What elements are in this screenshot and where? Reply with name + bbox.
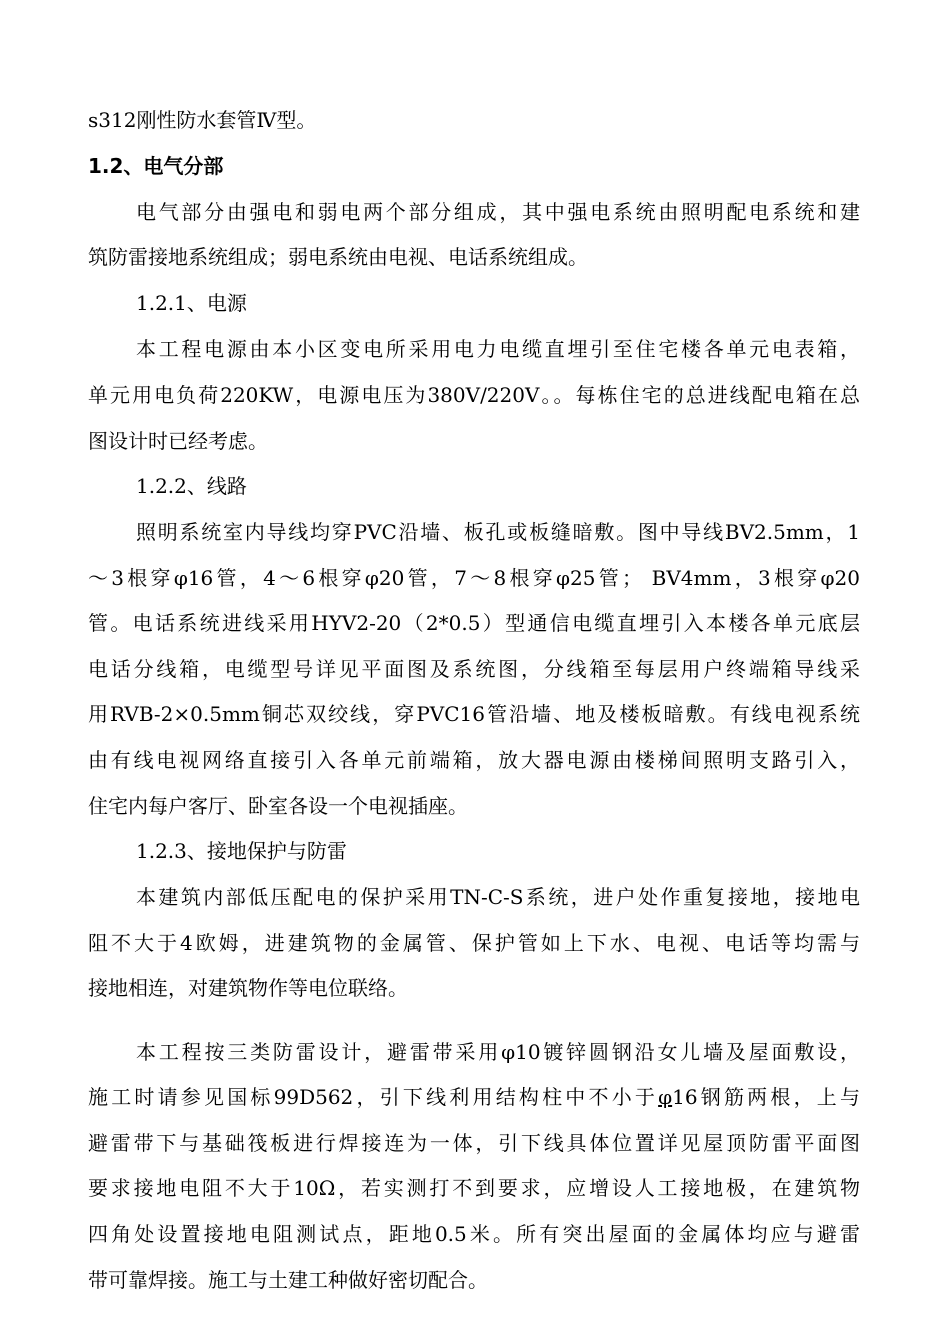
subsection-heading: 1.2.3、接地保护与防雷: [136, 839, 347, 863]
paragraph-line: 电气部分由强电和弱电两个部分组成，其中强电系统由照明配电系统和建: [136, 200, 860, 224]
paragraph-line: 由有线电视网络直接引入各单元前端箱，放大器电源由楼梯间照明支路引入，: [88, 748, 860, 772]
paragraph-line: 阻不大于4欧姆，进建筑物的金属管、保护管如上下水、电视、电话等均需与: [88, 931, 860, 955]
paragraph-line: 避雷带下与基础筏板进行焊接连为一体，引下线具体位置详见屋顶防雷平面图: [88, 1131, 860, 1155]
paragraph-line: 图设计时已经考虑。: [88, 429, 268, 453]
paragraph-line: ～3根穿φ16管，4～6根穿φ20管，7～8根穿φ25管； BV4mm，3根穿φ20: [88, 566, 860, 590]
paragraph-line: 筑防雷接地系统组成；弱电系统由电视、电话系统组成。: [88, 245, 588, 269]
paragraph-line: 本建筑内部低压配电的保护采用TN-C-S系统，进户处作重复接地，接地电: [136, 885, 860, 909]
paragraph-line: 管。电话系统进线采用HYV2-20（2*0.5）型通信电缆直埋引入本楼各单元底层: [88, 611, 860, 635]
paragraph-line: 四角处设置接地电阻测试点，距地0.5米。所有突出屋面的金属体均应与避雷: [88, 1222, 860, 1246]
underlined-symbol: φ: [658, 1085, 673, 1109]
paragraph-line: 住宅内每户客厅、卧室各设一个电视插座。: [88, 794, 468, 818]
paragraph-line: 本工程按三类防雷设计，避雷带采用φ10镀锌圆钢沿女儿墙及屋面敷设，: [136, 1040, 860, 1064]
text-segment: 16钢筋两根，上与: [672, 1085, 860, 1109]
subsection-heading: 1.2.2、线路: [136, 474, 247, 498]
section-heading: 1.2、电气分部: [88, 154, 224, 178]
paragraph-line: 带可靠焊接。施工与土建工种做好密切配合。: [88, 1268, 488, 1292]
paragraph-line: 电话分线箱，电缆型号详见平面图及系统图，分线箱至每层用户终端箱导线采: [88, 657, 860, 681]
paragraph-line: 照明系统室内导线均穿PVC沿墙、板孔或板缝暗敷。图中导线BV2.5mm，1: [136, 520, 860, 544]
paragraph-line: 用RVB-2×0.5mm铜芯双绞线，穿PVC16管沿墙、地及楼板暗敷。有线电视系统: [88, 702, 860, 726]
paragraph-line: 单元用电负荷220KW，电源电压为380V/220V。。每栋住宅的总进线配电箱在总: [88, 383, 860, 407]
subsection-heading: 1.2.1、电源: [136, 291, 247, 315]
paragraph-line: 接地相连，对建筑物作等电位联络。: [88, 976, 408, 1000]
text-segment: 施工时请参见国标99D562，引下线利用结构柱中不小于: [88, 1085, 659, 1109]
paragraph-line: 本工程电源由本小区变电所采用电力电缆直埋引至住宅楼各单元电表箱，: [136, 337, 860, 361]
text-line: s312刚性防水套管Ⅳ型。: [88, 108, 317, 132]
paragraph-line: [88, 1083, 860, 1111]
paragraph-line: 要求接地电阻不大于10Ω，若实测打不到要求，应增设人工接地极，在建筑物: [88, 1176, 860, 1200]
